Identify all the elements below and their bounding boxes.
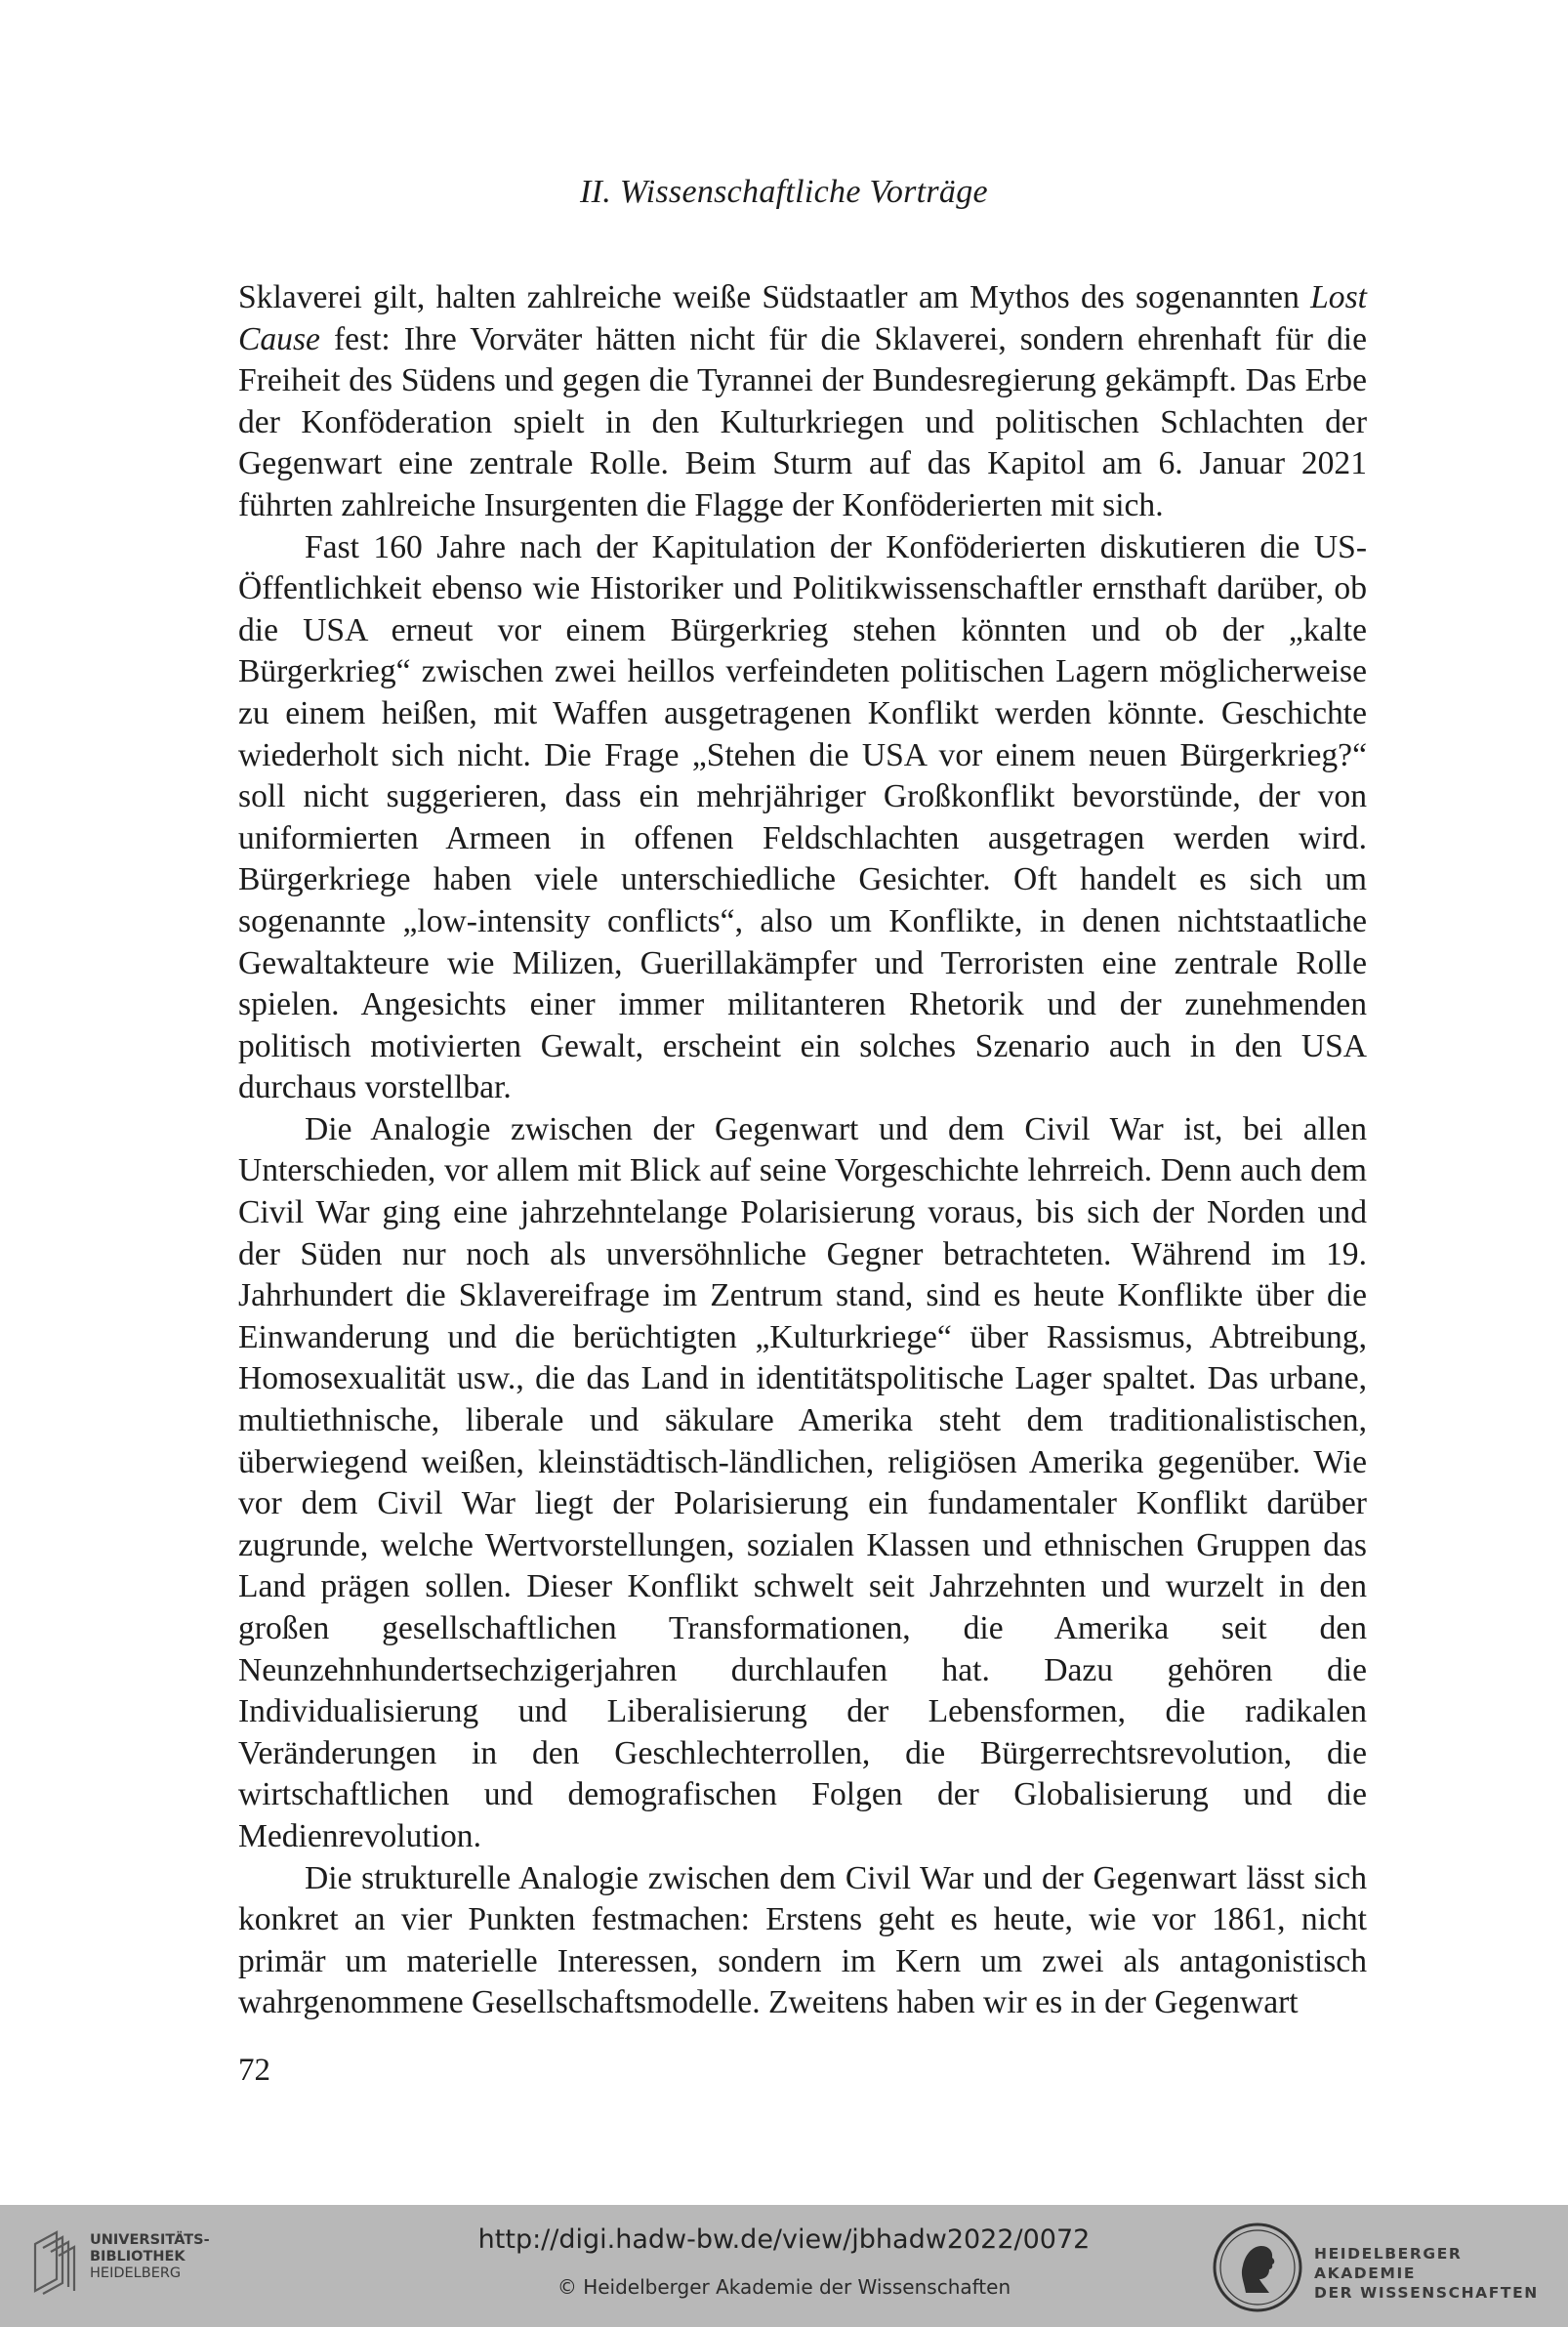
academy-seal-icon bbox=[1211, 2221, 1304, 2314]
hadw-line-1: HEIDELBERGER AKADEMIE bbox=[1314, 2245, 1463, 2282]
lost-cause-italic: Lost Cause bbox=[238, 279, 1367, 357]
page-number: 72 bbox=[238, 2053, 270, 2088]
permalink-url[interactable]: http://digi.hadw-bw.de/view/jbhadw2022/0072 bbox=[477, 2224, 1091, 2255]
paragraph-2: Fast 160 Jahre nach der Kapitulation der Konföderierten diskutieren die US-Öffentlichkeit ebenso wie Historiker und Politikwissenschaftler ernsthaft darüber, ob die USA erneut vor einem Bürgerkrieg stehen könnten und ob der „kalte Bürgerkrieg“ zwischen zwei heillos verfeindeten politischen Lagern möglicherweise zu einem heißen, mit Waffen ausgetragenen Konflikt werden könnte. Geschichte wiederholt sich nicht. Die Frage „Stehen die USA vor einem neuen Bürgerkrieg?“ soll nicht suggerieren, dass ein mehrjähriger Großkonflikt bevorstünde, der von uniformierten Armeen in offenen Feldschlachten ausgetragen werden wird. Bürgerkriege haben viele unterschiedliche Gesichter. Oft handelt es sich um sogenannte „low-intensity conflicts“, also um Konflikte, in denen nichtstaatliche Gewaltakteure wie Milizen, Guerillakämpfer und Terroristen eine zentrale Rolle spielen. Angesichts einer immer militanteren Rhetorik und der zunehmenden politisch motivierten Gewalt, erscheint ein solches Szenario auch in den USA durchaus vorstellbar. bbox=[238, 528, 1367, 1106]
academy-name bbox=[1314, 2244, 1568, 2303]
paragraph-4: Die strukturelle Analogie zwischen dem Civil War und der Gegenwart lässt sich konkret an vier Punkten festmachen: Erstens geht es heute, wie vor 1861, nicht primär um materielle Interessen, sondern im Kern um zwei als antagonistisch wahrgenommene Gesellschaftsmodelle. Zweitens haben wir es in der Gegenwart bbox=[238, 1859, 1367, 2021]
paragraph-1-text: Sklaverei gilt, halten zahlreiche weiße Südstaatler am Mythos des sogenannten bbox=[238, 279, 1311, 315]
paragraph-1 bbox=[238, 277, 1367, 527]
running-head: II. Wissenschaftliche Vorträge bbox=[580, 174, 988, 210]
hadw-line-2: DER WISSENSCHAFTEN bbox=[1314, 2284, 1539, 2302]
body-text bbox=[238, 277, 1367, 2024]
paragraph-1-text-cont: fest: Ihre Vorväter hätten nicht für die Sklaverei, sondern ehrenhaft für die Freiheit des Südens und gegen die Tyrannei der Bundesregierung gekämpft. Das Erbe der Konföderation spielt in den Kulturkriegen und politischen Schlachten der Gegenwart eine zentrale Rolle. Beim Sturm auf das Kapitol am 6. Januar 2021 führten zahlreiche Insurgenten die Flagge der Konföderierten mit sich. bbox=[238, 320, 1367, 523]
paragraph-3: Die Analogie zwischen der Gegenwart und dem Civil War ist, bei allen Unterschieden, vor allem mit Blick auf seine Vorgeschichte lehrreich. Denn auch dem Civil War ging eine jahrzehntelange Polarisierung voraus, bis sich der Norden und der Süden nur noch als unversöhnliche Gegner betrachteten. Während im 19. Jahrhundert die Sklavereifrage im Zentrum stand, sind es heute Konflikte über die Einwanderung und die berüchtigten „Kulturkriege“ über Rassismus, Abtreibung, Homosexualität usw., die das Land in identitätspolitische Lager spaltet. Das urbane, multiethnische, liberale und säkulare Amerika steht dem traditionalistischen, überwiegend weißen, kleinstädtisch-ländlichen, religiösen Amerika gegenüber. Wie vor dem Civil War liegt der Polarisierung ein fundamentaler Konflikt darüber zugrunde, welche Wertvorstellungen, sozialen Klassen und ethnischen Gruppen das Land prägen sollen. Dieser Konflikt schwelt seit Jahrzehnten und wurzelt in den großen gesellschaftlichen Transformationen, die Amerika seit den Neunzehnhundertsechzigerjahren durchlaufen hat. Dazu gehören die Individualisierung und Liberalisierung der Lebensformen, die radikalen Veränderungen in den Geschlechterrollen, die Bürgerrechtsrevolution, die wirtschaftlichen und demografischen Folgen der Globalisierung und die Medienrevolution. bbox=[238, 1110, 1367, 1854]
ub-line-2: BIBLIOTHEK bbox=[90, 2249, 186, 2265]
ub-line-3: HEIDELBERG bbox=[90, 2265, 182, 2281]
ub-line-1: UNIVERSITÄTS- bbox=[90, 2232, 210, 2248]
footer-bar bbox=[0, 2205, 1568, 2327]
copyright-notice: © Heidelberger Akademie der Wissenschaften bbox=[557, 2275, 1011, 2299]
